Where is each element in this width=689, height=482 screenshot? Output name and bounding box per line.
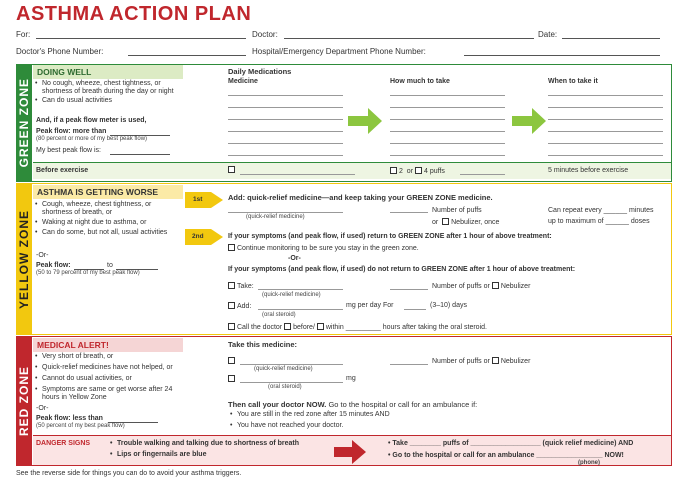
yellow-add: Add: [228, 302, 251, 310]
green-symptom-list [33, 80, 183, 106]
hospital-phone-label: Hospital/Emergency Department Phone Number: [252, 47, 426, 56]
red-med-checkbox[interactable] [228, 357, 237, 365]
continue-monitoring: Continue monitoring to be sure you stay in the green zone. [228, 244, 419, 252]
danger-phone-caption: (phone) [578, 460, 600, 466]
list-item: • Symptoms are same or get worse after 24 hours in Yellow Zone [33, 386, 183, 402]
red-peak-flow: Peak flow: less than [36, 415, 103, 422]
quick-relief-caption: (quick-relief medicine) [246, 214, 305, 220]
call-doctor-checkbox[interactable] [228, 323, 235, 330]
red-conditions-list [228, 411, 528, 431]
danger-signs-label: DANGER SIGNS [36, 440, 91, 447]
hospital-phone-field[interactable] [464, 55, 660, 56]
for-field[interactable] [36, 38, 246, 39]
red-symptom-list [33, 353, 183, 403]
list-item: • Cough, wheeze, chest tightness, or shortness of breath, or [33, 201, 183, 217]
list-item: • Very short of breath, or [33, 353, 183, 361]
doctor-phone-field[interactable] [128, 55, 246, 56]
red-mg: mg [346, 375, 356, 382]
daily-meds-heading: Daily Medications [228, 67, 292, 76]
yellow-peak-flow: Peak flow: [36, 262, 71, 269]
red-number-puffs: Number of puffs or Nebulizer [432, 358, 531, 365]
continue-checkbox[interactable] [228, 244, 235, 251]
yellow-nebulizer-checkbox[interactable] [492, 282, 499, 289]
list-item: • Trouble walking and talking due to shortness of breath [108, 440, 348, 448]
green-best-peak: My best peak flow is: [36, 147, 101, 154]
yellow-zone-label: YELLOW ZONE [17, 209, 31, 309]
list-item: • Can do usual activities [33, 97, 183, 105]
nebulizer-once: or Nebulizer, once [432, 219, 500, 226]
doctor-label: Doctor: [252, 30, 278, 39]
add-quick-relief: Add: quick-relief medicine—and keep taking your GREEN ZONE medicine. [228, 193, 493, 202]
red-peak-note: (50 percent of my best peak flow) [36, 423, 125, 429]
red-arrow-icon [334, 440, 366, 464]
red-or: -Or- [36, 405, 49, 412]
danger-go: • Go to the hospital or call for an ambulance _________________ NOW! [388, 452, 624, 459]
page-title: ASTHMA ACTION PLAN [16, 3, 252, 25]
up-to-max: up to maximum of ______ doses [548, 218, 650, 225]
days-label: (3–10) days [430, 302, 467, 309]
second-step-arrow-icon [185, 229, 223, 245]
best-peak-field[interactable] [110, 154, 170, 155]
yellow-or-2: -Or- [288, 255, 301, 262]
oral-steroid-caption: (oral steroid) [262, 312, 296, 318]
take-this-medicine: Take this medicine: [228, 340, 298, 349]
list-item: • Waking at night due to asthma, or [33, 219, 183, 227]
yellow-heading: ASTHMA IS GETTING WORSE [33, 185, 183, 199]
footer-note: See the reverse side for things you can do to avoid your asthma triggers. [16, 470, 242, 477]
col-when: When to take it [548, 78, 598, 85]
green-zone-label: GREEN ZONE [17, 78, 31, 168]
list-item: • You have not reached your doctor. [228, 422, 528, 430]
yellow-peak-to: to [107, 262, 113, 269]
yellow-peak-note: (50 to 79 percent of my best peak flow) [36, 270, 140, 276]
before-exercise-checkbox[interactable] [228, 166, 237, 174]
first-step-label: 1st [193, 196, 203, 203]
puffs-options: 2 or 4 puffs [390, 167, 445, 175]
list-item: • Lips or fingernails are blue [108, 451, 348, 459]
checkbox-4-puffs[interactable] [415, 167, 422, 174]
number-puffs: Number of puffs [432, 207, 482, 214]
list-item: • Quick-relief medicines have not helped, or [33, 364, 183, 372]
before-checkbox[interactable] [284, 323, 291, 330]
red-oral-steroid-caption: (oral steroid) [268, 384, 302, 390]
green-arrow-icon [348, 108, 384, 134]
date-field[interactable] [562, 38, 660, 39]
call-doctor-row: Call the doctor before/ within _________ hours after taking the oral steroid. [228, 323, 487, 331]
yellow-or: -Or- [36, 252, 49, 259]
green-heading: DOING WELL [33, 65, 183, 79]
red-steroid-checkbox[interactable] [228, 375, 237, 383]
col-how-much: How much to take [390, 78, 450, 85]
doctor-field[interactable] [284, 38, 534, 39]
list-item: • Can do some, but not all, usual activities [33, 229, 183, 237]
yellow-take: Take: [228, 282, 254, 290]
for-label: For: [16, 30, 31, 39]
can-repeat: Can repeat every ______ minutes [548, 207, 654, 214]
red-nebulizer-checkbox[interactable] [492, 357, 499, 364]
list-item: • Cannot do usual activities, or [33, 375, 183, 383]
red-zone-bar [16, 336, 32, 466]
yellow-number-puffs: Number of puffs or Nebulizer [432, 283, 531, 290]
if-return-green: If your symptoms (and peak flow, if used) return to GREEN ZONE after 1 hour of above treatment: [228, 233, 552, 240]
red-quick-relief-caption: (quick-relief medicine) [254, 366, 313, 372]
first-step-arrow-icon [185, 192, 223, 208]
list-item: • No cough, wheeze, chest tightness, or shortness of breath during the day or night [33, 80, 183, 96]
list-item: • You are still in the red zone after 15 minutes AND [228, 411, 528, 419]
yellow-symptom-list [33, 201, 183, 238]
nebulizer-checkbox[interactable] [442, 218, 449, 225]
date-label: Date: [538, 30, 558, 39]
green-peak-intro: And, if a peak flow meter is used, [36, 117, 147, 124]
second-step-label: 2nd [192, 233, 204, 240]
five-min-label: 5 minutes before exercise [548, 167, 629, 174]
red-zone-label: RED ZONE [17, 365, 31, 436]
doctor-phone-label: Doctor's Phone Number: [16, 47, 104, 56]
red-heading: MEDICAL ALERT! [33, 338, 183, 352]
green-arrow-icon [512, 108, 548, 134]
before-exercise-label: Before exercise [36, 167, 89, 174]
take-checkbox[interactable] [228, 282, 235, 289]
yellow-zone-bar [16, 183, 32, 335]
green-peak-flow: Peak flow: more than [36, 128, 107, 135]
add-checkbox[interactable] [228, 302, 235, 309]
if-not-return-green: If your symptoms (and peak flow, if used) do not return to GREEN ZONE after 1 hour of above treatment: [228, 266, 576, 273]
checkbox-2-puffs[interactable] [390, 167, 397, 174]
danger-take: • Take ________ puffs of __________________ (quick relief medicine) AND [388, 440, 634, 447]
mg-per-day: mg per day For [346, 302, 394, 309]
within-checkbox[interactable] [317, 323, 324, 330]
col-medicine: Medicine [228, 78, 258, 85]
yellow-quick-relief-caption: (quick-relief medicine) [262, 292, 321, 298]
green-zone-bar [16, 64, 32, 182]
then-call-doctor: Then call your doctor NOW. Go to the hospital or call for an ambulance if: [228, 400, 478, 409]
green-peak-note: (80 percent or more of my best peak flow) [36, 136, 148, 142]
danger-signs-list [108, 440, 348, 460]
